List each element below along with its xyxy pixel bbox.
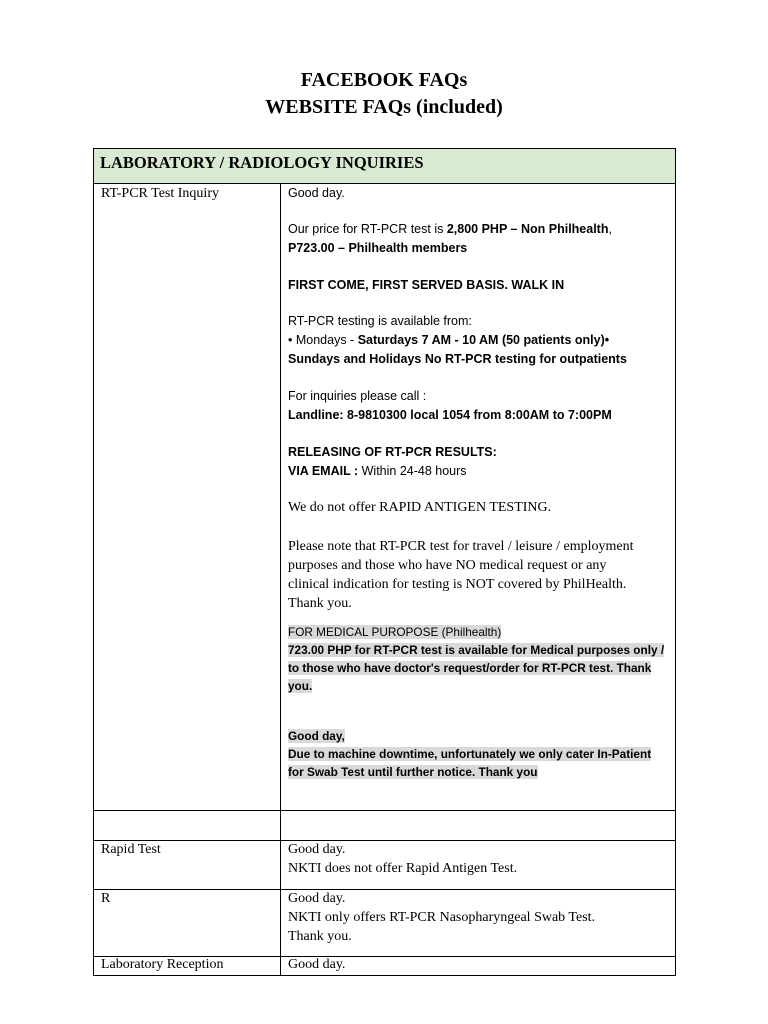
table-header-label: LABORATORY / RADIOLOGY INQUIRIES [100,153,424,172]
availability-weekdays [288,333,609,347]
table-row-rapid-test [94,841,675,890]
price-line-1 [288,222,612,236]
table-row-rtpcr [94,184,675,811]
table-row-lab-reception [94,957,675,975]
downtime-greeting [288,729,345,743]
philhealth-note-2: purposes and those who have NO medical request or any [288,558,607,573]
price-non-philhealth: 2,800 PHP – Non Philhealth [446,222,609,236]
medical-heading-part2: Philhealth) [445,625,502,639]
rtpcr-answer [288,184,668,809]
medical-purpose-line-3 [288,679,312,693]
answer-line: Good day. [288,842,346,857]
table-row-empty [94,811,675,841]
downtime-line-1-text: Due to machine downtime, unfortunately we only cater In-Patient [288,747,652,761]
answer-line: Good day. [288,891,346,906]
availability-sundays: Sundays and Holidays No RT-PCR testing for outpatients [288,352,627,366]
walkin-notice: FIRST COME, FIRST SERVED BASIS. WALK IN [288,278,565,292]
downtime-greeting-text: Good day, [288,729,345,743]
price-philhealth: P723.00 – Philhealth members [288,241,468,255]
medical-line-2-text: to those who have doctor's request/order for RT-PCR test. Thank [288,661,652,675]
document-title: FACEBOOK FAQs [300,69,468,91]
medical-purpose-line-1 [288,643,664,657]
no-rapid-notice: We do not offer RAPID ANTIGEN TESTING. [288,500,552,515]
greeting-text: Good day. [288,186,345,200]
answer-line: Thank you. [288,929,352,944]
inquiry-intro: For inquiries please call : [288,389,427,403]
availability-saturdays: Saturdays 7 AM - 10 AM (50 patients only)• [357,333,610,347]
release-email-line [288,464,467,478]
answer-line: Good day. [288,957,346,972]
availability-intro: RT-PCR testing is available from: [288,314,472,328]
row-label-rtpcr: RT-PCR Test Inquiry [101,186,219,201]
price-comma: , [608,222,612,236]
downtime-line-2 [288,765,538,779]
medical-purpose-line-2 [288,661,651,675]
row-label-rapid-test: Rapid Test [101,842,161,857]
table-header [94,149,675,184]
table-row-r [94,890,675,957]
philhealth-note-3: clinical indication for testing is NOT covered by PhilHealth. [288,577,627,592]
downtime-line-2-text: for Swab Test until further notice. Thank you [288,765,538,779]
medical-line-1-text: 723.00 PHP for RT-PCR test is available for Medical purposes only / [288,643,665,657]
column-divider [280,890,281,957]
downtime-line-1 [288,747,651,761]
row-label-r: R [101,891,111,906]
answer-line: NKTI only offers RT-PCR Nasopharyngeal Swab Test. [288,910,596,925]
philhealth-note-1: Please note that RT-PCR test for travel / leisure / employment [288,539,634,554]
column-divider [280,957,281,975]
column-divider [280,184,281,811]
philhealth-note-4: Thank you. [288,596,352,611]
release-time: Within 24-48 hours [361,464,467,478]
landline-info: Landline: 8-9810300 local 1054 from 8:00AM to 7:00PM [288,408,612,422]
faq-table [93,148,676,976]
price-prefix: Our price for RT-PCR test is [288,222,447,236]
document-subtitle: WEBSITE FAQs (included) [265,96,503,118]
availability-mondays: • Mondays - [288,333,358,347]
medical-purpose-heading [288,625,501,639]
medical-heading-part1: FOR MEDICAL PUROPOSE ( [288,625,446,639]
release-heading: RELEASING OF RT-PCR RESULTS: [288,445,497,459]
column-divider [280,811,281,841]
release-email-label: VIA EMAIL : [288,464,362,478]
medical-line-3-text: you. [288,679,313,693]
row-label-lab-reception: Laboratory Reception [101,957,224,972]
answer-line: NKTI does not offer Rapid Antigen Test. [288,861,518,876]
column-divider [280,841,281,890]
